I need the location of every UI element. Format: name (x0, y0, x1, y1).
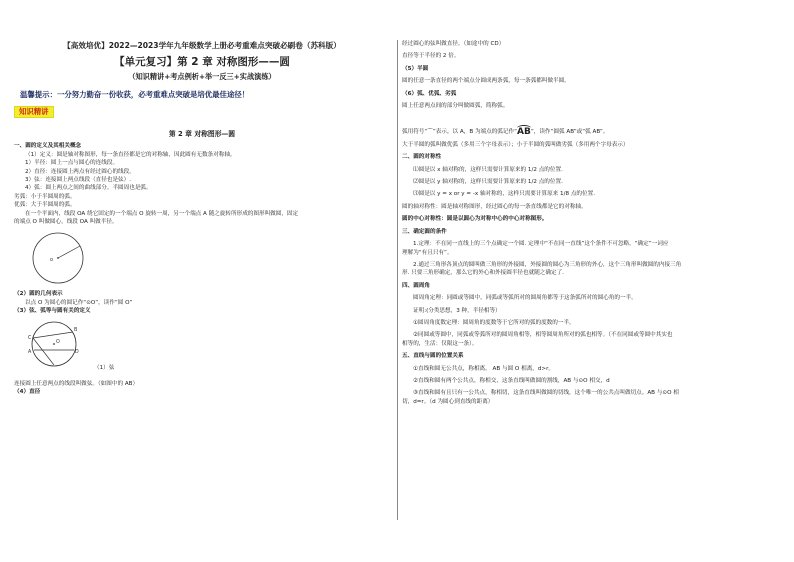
text-line: 3）弦：连接圆上两点线段（直径也是弦）. (25, 177, 132, 184)
text-line: 优弧：大于半圆周的弧。 (14, 202, 76, 209)
text-line: 证明:(分类思想，3 种，半径相等） (413, 307, 501, 314)
section-heading: （6）弧、优弧、劣弧 (402, 90, 457, 97)
section-heading: （3）弦、弧等与圆有关的定义 (14, 308, 91, 315)
circle-figure (14, 226, 390, 290)
right-page (402, 40, 778, 406)
text-line: 劣弧：小于半圆周的弧。 (14, 193, 76, 200)
text-line: ⑶圆是以 y = x or y = -x 轴对称的，这样只需要计算原来 1/8 点的位置. (413, 191, 595, 198)
text-line: 直径等于半径的 2 倍。 (402, 53, 460, 60)
text-line: 圆的轴对称性：圆是轴对称图形，经过圆心的每一条直线都是它的对称轴。 (402, 203, 587, 210)
text-fragment: ”，读作“圆弧 AB”或“弧 AB”。 (530, 129, 609, 136)
text-line: （1）定义：圆是轴对称图形，每一条直径都是它的对称轴，因此圆有无数条对称轴。 (25, 151, 236, 158)
text-line: 2.通过三角形各顶点的圆叫做三角形的外接圆，外接圆的圆心为三角形的外心，这个三角形叫做圆的内接三角 (413, 261, 682, 268)
chord-diagram (28, 318, 80, 370)
section-heading: （5）半圆 (402, 65, 429, 72)
arc-notation-line (402, 128, 778, 136)
text-line: ①圆周角度数定理：圆周角的度数等于它所对的弧的度数的一半。 (413, 319, 575, 326)
section-heading: 四、圆周角 (402, 282, 430, 289)
text-line: 圆的中心对称性：圆是以圆心为对称中心的中心对称图形。 (402, 216, 548, 223)
text-line: 1.定理：不在同一直线上的三个点确定一个圆. 定理中“不在同一直线”这个条件不可忽略，“确定”一词应 (413, 241, 669, 248)
text-line: 以点 O 为圆心的圆记作“⊙O”，读作“圆 O” (25, 299, 133, 306)
figure-caption: （1）弦 (94, 364, 115, 371)
tip-banner: 温馨提示：一分努力勤奋一份收获，必考重难点突破是培优最佳途径！ (20, 90, 250, 99)
unit-title: 【单元复习】第 2 章 对称图形——圆 (114, 56, 290, 68)
section-badge: 知识精讲 (14, 106, 54, 118)
page-divider (397, 40, 398, 520)
section-heading: （2）圆的几何表示 (14, 291, 63, 298)
text-line: ②直线和圆有两个公共点，称相交，这条直线叫做圆的割线，AB 与⊙O 相交，d (413, 377, 610, 384)
text-line: 连接圆上任意两点的线段叫做弦。（如图中的 AB） (14, 380, 139, 387)
left-page (14, 40, 390, 397)
point-label: C (28, 335, 32, 341)
text-line: ②同圆或等圆中，同弧或等弧所对的圆周角相等，相等圆周角所对的弧也相等。（不在同圆或等圆中其实也 (413, 332, 673, 339)
unit-subtitle: （知识精讲+考点例析+举一反三+实战演练） (128, 72, 276, 81)
text-line: ⑵圆是以 y 轴对称的，这样只需要计算原来的 1/2 点的位置. (413, 179, 563, 186)
text-line: 的端点 O 叫做圆心，线段 OA 叫做半径。 (14, 219, 118, 226)
point-label: O (56, 339, 60, 345)
text-line: 圆周角定理：同圆或等圆中，同弧或等弧所对的圆周角都等于这条弧所对的圆心角的一半。 (413, 295, 637, 302)
text-fragment: 弧用符号“⌒”表示，以 A，B 为端点的弧记作“ (402, 129, 518, 136)
text-line: ③直线和圆有且只有一公共点，称相切，这条直线叫做圆的切线，这个唯一的公共点叫做切点。AB 与⊙O 相 (413, 390, 679, 397)
chord-figure (14, 316, 390, 380)
arc-symbol: AB (517, 127, 531, 138)
point-label: B (74, 327, 78, 333)
point-label: D (75, 349, 79, 355)
text-line: 相等的，生活：仅限这一条）。 (402, 340, 478, 347)
section-heading: （4）直径 (14, 389, 41, 396)
chapter-title: 第 2 章 对称图形—圆 (168, 130, 236, 139)
center-label: o (50, 257, 54, 264)
text-line: 在一个平面内，线段 OA 绕它固定的一个端点 O 旋转一周，另一个端点 A 随之旋转所形成的图形叫做圆，固定 (25, 210, 299, 217)
text-line: ⑴圆是以 x 轴对称的，这样只需要计算原来的 1/2 点的位置. (413, 166, 563, 173)
text-line: 切，d=r。（d 为圆心到直线的距离） (402, 398, 494, 405)
section-heading: 二、圆的对称性 (402, 154, 442, 161)
text-line: 理解为“有且只有”。 (402, 249, 453, 256)
section-heading: 一、圆的定义及其相关概念 (14, 143, 82, 150)
circle-diagram (28, 230, 88, 286)
text-line: 经过圆心的弦叫做直径。（如途中的 CD） (402, 41, 505, 47)
doc-header: 【高效培优】2022—2023学年九年级数学上册必考重难点突破必刷卷（苏科版） (63, 41, 341, 50)
point-label: A (28, 349, 32, 355)
text-line: 圆的任意一条直径的两个端点分圆成两条弧，每一条弧都叫做半圆。 (402, 78, 570, 85)
text-line: 圆上任意两点间的部分叫做圆弧，简称弧。 (402, 103, 509, 110)
section-heading: 五、直线与圆的位置关系 (402, 353, 464, 360)
section-heading: 三、确定圆的条件 (402, 228, 447, 235)
text-line: 1）半径：圆上一点与圆心的连线段。 (25, 160, 119, 167)
text-line: 大于半圆的弧叫做优弧（多用三个字母表示）；小于半圆的弧叫做劣弧（多用两个字母表示） (402, 141, 629, 148)
text-line: 4）弧：圆上两点之间的曲线部分。半圆周也是弧。 (25, 185, 152, 192)
text-line: 2）直径：连接圆上两点有经过圆心的线段。 (25, 168, 135, 175)
text-line: ①直线和圆无公共点，称相离。 AB 与圆 O 相离，d>r。 (413, 365, 555, 372)
text-line: 形. 只要三角形确定，那么它的外心和外接圆半径也就随之确定了. (402, 270, 564, 277)
